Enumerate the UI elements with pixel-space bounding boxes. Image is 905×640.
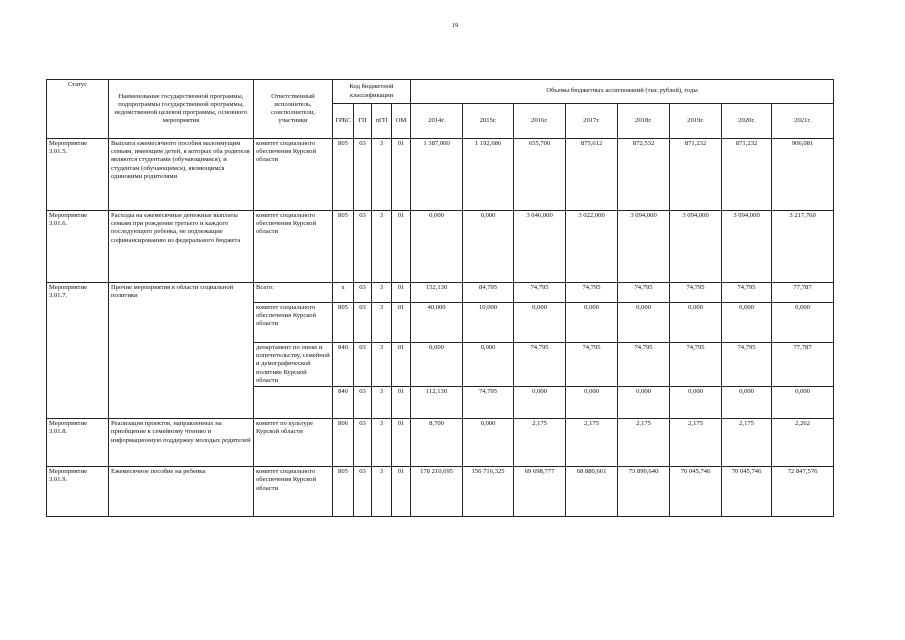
value-cell: 70 045,746 (722, 467, 772, 517)
value-cell: 0,000 (514, 387, 566, 419)
responsible-cell: комитет социального обеспечения Курской области (254, 303, 333, 343)
responsible-cell: Всего: (254, 283, 333, 303)
value-cell: 2,175 (670, 419, 722, 467)
om-cell: 01 (392, 303, 411, 343)
value-cell: 0,000 (670, 387, 722, 419)
header-responsible: Ответственный исполнитель, соисполнители, участники (254, 80, 333, 139)
name-cell: Выплата ежемесячного пособия малоимущим семьям, имеющим детей, в которых оба родителя являются студентами (обучающимися), и студентам (обучающимся), являющимся одинокими родителями (109, 139, 254, 211)
value-cell: 74,795 (514, 343, 566, 387)
responsible-cell: департамент по опеке и попечительству, семейной и демографической политике Курской области (254, 343, 333, 387)
header-year: 2015г. (463, 104, 514, 139)
value-cell: 84,795 (463, 283, 514, 303)
table-row (47, 283, 834, 303)
value-cell: 906,081 (772, 139, 834, 211)
status-cell: Мероприятие 3.01.8. (47, 419, 109, 467)
pgp-cell: 3 (372, 283, 392, 303)
value-cell: 0,000 (566, 303, 618, 343)
value-cell: 0,000 (566, 387, 618, 419)
om-cell: 01 (392, 139, 411, 211)
header-year: 2019г. (670, 104, 722, 139)
value-cell: 74,795 (722, 283, 772, 303)
grbs-cell: х (333, 283, 354, 303)
value-cell: 2,175 (566, 419, 618, 467)
responsible-cell: комитет социального обеспечения Курской области (254, 467, 333, 517)
table-row (47, 211, 834, 283)
value-cell: 40,000 (411, 303, 463, 343)
responsible-cell: комитет социального обеспечения Курской области (254, 211, 333, 283)
gp-cell: 03 (354, 467, 372, 517)
header-year: 2017г. (566, 104, 618, 139)
value-cell: 3 022,000 (566, 211, 618, 283)
pgp-cell: 3 (372, 211, 392, 283)
value-cell: 0,000 (670, 303, 722, 343)
table-row (47, 419, 834, 467)
pgp-cell: 3 (372, 343, 392, 387)
header-code-group: Код бюджетной классификации (333, 80, 411, 104)
gp-cell: 03 (354, 283, 372, 303)
value-cell: 74,795 (514, 283, 566, 303)
header-gp: ГП (354, 104, 372, 139)
page-number: 19 (451, 22, 459, 29)
value-cell: 875,612 (566, 139, 618, 211)
value-cell: 74,795 (670, 283, 722, 303)
value-cell: 73 890,640 (618, 467, 670, 517)
name-cell: Ежемесячное пособие на ребенка (109, 467, 254, 517)
responsible-cell: комитет по культуре Курской области (254, 419, 333, 467)
grbs-cell: 840 (333, 387, 354, 419)
value-cell: 77,787 (772, 343, 834, 387)
value-cell: 68 880,661 (566, 467, 618, 517)
status-cell: Мероприятие 3.01.9. (47, 467, 109, 517)
name-cell: Реализация проектов, направленных на приобщение к семейному чтению и информационную поддержку молодых родителей (109, 419, 254, 467)
header-year: 2020г. (722, 104, 772, 139)
header-year: 2018г. (618, 104, 670, 139)
table-row (47, 467, 834, 517)
header-name: Наименование государственной программы, подпрограммы государственной программы, ведомственной целевой программы, основного мероприятия (109, 80, 254, 139)
gp-cell: 03 (354, 343, 372, 387)
value-cell: 0,000 (722, 303, 772, 343)
value-cell: 655,700 (514, 139, 566, 211)
gp-cell: 03 (354, 139, 372, 211)
value-cell: 77,787 (772, 283, 834, 303)
value-cell: 3 094,000 (670, 211, 722, 283)
value-cell: 152,130 (411, 283, 463, 303)
gp-cell: 03 (354, 303, 372, 343)
grbs-cell: 806 (333, 419, 354, 467)
pgp-cell: 3 (372, 467, 392, 517)
value-cell: 74,795 (670, 343, 722, 387)
om-cell: 01 (392, 343, 411, 387)
status-cell: Мероприятие 3.01.6. (47, 211, 109, 283)
grbs-cell: 805 (333, 211, 354, 283)
value-cell: 0,000 (411, 211, 463, 283)
header-grbs: ГРБС (333, 104, 354, 139)
value-cell: 112,130 (411, 387, 463, 419)
om-cell: 01 (392, 419, 411, 467)
header-year: 2014г. (411, 104, 463, 139)
header-volumes-group: Объемы бюджетных ассигнований (тыс.рублей), годы (411, 80, 834, 104)
value-cell: 0,000 (463, 211, 514, 283)
value-cell: 0,000 (463, 343, 514, 387)
status-cell: Мероприятие 3.01.5. (47, 139, 109, 211)
value-cell: 74,795 (618, 283, 670, 303)
value-cell: 2,175 (722, 419, 772, 467)
header-status: Статус (47, 80, 109, 139)
value-cell: 2,175 (618, 419, 670, 467)
value-cell: 74,795 (566, 343, 618, 387)
value-cell: 74,795 (618, 343, 670, 387)
value-cell: 0,000 (772, 387, 834, 419)
om-cell: 01 (392, 211, 411, 283)
name-cell: Расходы на ежемесячные денежные выплаты семьям при рождении третьего и каждого последующего ребенка, не подлежащие софинансированию из федерального бюджета (109, 211, 254, 283)
grbs-cell: 805 (333, 139, 354, 211)
pgp-cell: 3 (372, 419, 392, 467)
value-cell: 3 046,000 (514, 211, 566, 283)
pgp-cell: 3 (372, 303, 392, 343)
value-cell: 1 387,000 (411, 139, 463, 211)
value-cell: 0,000 (618, 387, 670, 419)
grbs-cell: 805 (333, 467, 354, 517)
responsible-cell: комитет социального обеспечения Курской области (254, 139, 333, 211)
value-cell: 74,795 (463, 387, 514, 419)
header-year: 2016г. (514, 104, 566, 139)
value-cell: 872,532 (618, 139, 670, 211)
value-cell: 3 094,000 (618, 211, 670, 283)
grbs-cell: 840 (333, 343, 354, 387)
value-cell: 74,795 (722, 343, 772, 387)
value-cell: 0,000 (463, 419, 514, 467)
value-cell: 0,000 (772, 303, 834, 343)
value-cell: 72 847,576 (772, 467, 834, 517)
value-cell: 3 217,760 (772, 211, 834, 283)
value-cell: 0,000 (722, 387, 772, 419)
value-cell: 70 045,746 (670, 467, 722, 517)
value-cell: 2,262 (772, 419, 834, 467)
value-cell: 871,232 (670, 139, 722, 211)
value-cell: 0,000 (618, 303, 670, 343)
gp-cell: 03 (354, 211, 372, 283)
value-cell: 74,795 (566, 283, 618, 303)
value-cell: 156 716,325 (463, 467, 514, 517)
header-year: 2021г. (772, 104, 834, 139)
value-cell: 0,000 (411, 343, 463, 387)
status-cell: Мероприятие 3.01.7. (47, 283, 109, 419)
table-row (47, 139, 834, 211)
om-cell: 01 (392, 467, 411, 517)
value-cell: 3 094,000 (722, 211, 772, 283)
gp-cell: 03 (354, 419, 372, 467)
value-cell: 871,232 (722, 139, 772, 211)
responsible-cell (254, 387, 333, 419)
value-cell: 8,700 (411, 419, 463, 467)
pgp-cell: 3 (372, 387, 392, 419)
gp-cell: 03 (354, 387, 372, 419)
value-cell: 10,000 (463, 303, 514, 343)
value-cell: 0,000 (514, 303, 566, 343)
value-cell: 2,175 (514, 419, 566, 467)
value-cell: 69 698,777 (514, 467, 566, 517)
header-om: ОМ (392, 104, 411, 139)
budget-table (46, 79, 834, 517)
header-pgp: пГП (372, 104, 392, 139)
value-cell: 178 210,695 (411, 467, 463, 517)
name-cell: Прочие мероприятия в области социальной политики (109, 283, 254, 419)
om-cell: 01 (392, 387, 411, 419)
grbs-cell: 805 (333, 303, 354, 343)
pgp-cell: 3 (372, 139, 392, 211)
value-cell: 1 192,686 (463, 139, 514, 211)
om-cell: 01 (392, 283, 411, 303)
